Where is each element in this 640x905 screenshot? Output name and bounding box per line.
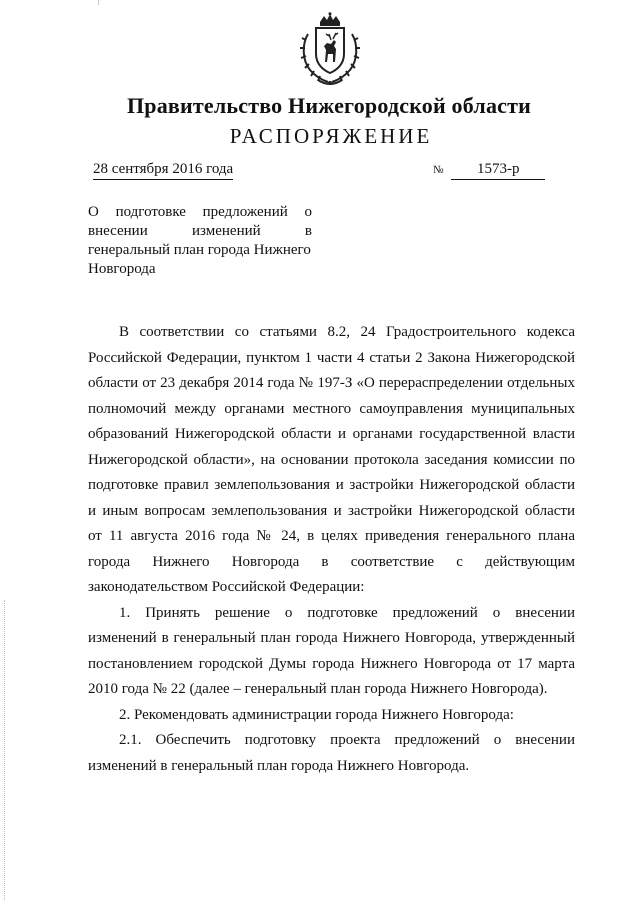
- body-line: области от 23 декабря 2014 года № 197-З «О перераспределении отдельных: [88, 375, 575, 391]
- body-line: и иным вопросам землепользования и застройки Нижегородской области: [88, 502, 575, 519]
- document-body: [88, 320, 575, 779]
- subject-line: Новгорода: [88, 261, 156, 277]
- document-type-heading: РАСПОРЯЖЕНИЕ: [229, 124, 433, 148]
- body-line: 2010 года № 22 (далее – генеральный план города Нижнего Новгорода).: [88, 681, 548, 697]
- body-line: подготовке правил землепользования и застройки Нижегородской области: [88, 477, 575, 493]
- body-line: города Нижнего Новгорода в соответствие с действующим: [88, 553, 575, 570]
- body-line: изменений в генеральный план города Нижнего Новгорода.: [88, 757, 470, 774]
- body-line: Нижегородской области», на основании протокола заседания комиссии по: [88, 451, 575, 468]
- subject-line: генеральный план города Нижнего: [88, 242, 311, 258]
- body-line: 2.1. Обеспечить подготовку проекта предложений о внесении: [119, 732, 575, 748]
- body-line: Российской Федерации, пунктом 1 части 4 статьи 2 Закона Нижегородской: [88, 349, 575, 366]
- coat-of-arms-icon: [298, 12, 362, 90]
- body-line: постановлением городской Думы города Нижнего Новгорода от 17 марта: [88, 655, 575, 672]
- document-number: [433, 161, 545, 180]
- organization-title: Правительство Нижегородской области: [126, 93, 531, 118]
- scan-edge-line: [4, 600, 6, 900]
- body-line: законодательством Российской Федерации:: [88, 579, 365, 595]
- number-value: 1573-р: [451, 161, 545, 180]
- body-line: 1. Принять решение о подготовке предложений о внесении: [119, 604, 575, 621]
- number-sign: №: [433, 164, 444, 176]
- document-date: 28 сентября 2016 года: [93, 161, 233, 180]
- subject-line: внесении изменений в: [88, 223, 312, 239]
- body-line: 2. Рекомендовать администрации города Нижнего Новгорода:: [119, 706, 514, 723]
- document-subject: [88, 203, 312, 279]
- scan-mark: [98, 0, 99, 5]
- body-line: от 11 августа 2016 года № 24, в целях приведения генерального плана: [88, 528, 575, 544]
- body-line: В соответствии со статьями 8.2, 24 Градостроительного кодекса: [119, 324, 575, 340]
- body-line: полномочий между органами местного самоуправления муниципальных: [88, 400, 575, 417]
- body-line: изменений в генеральный план города Нижнего Новгорода, утвержденный: [88, 630, 575, 646]
- body-line: образований Нижегородской области и органами государственной власти: [88, 426, 575, 442]
- subject-line: О подготовке предложений о: [88, 204, 312, 220]
